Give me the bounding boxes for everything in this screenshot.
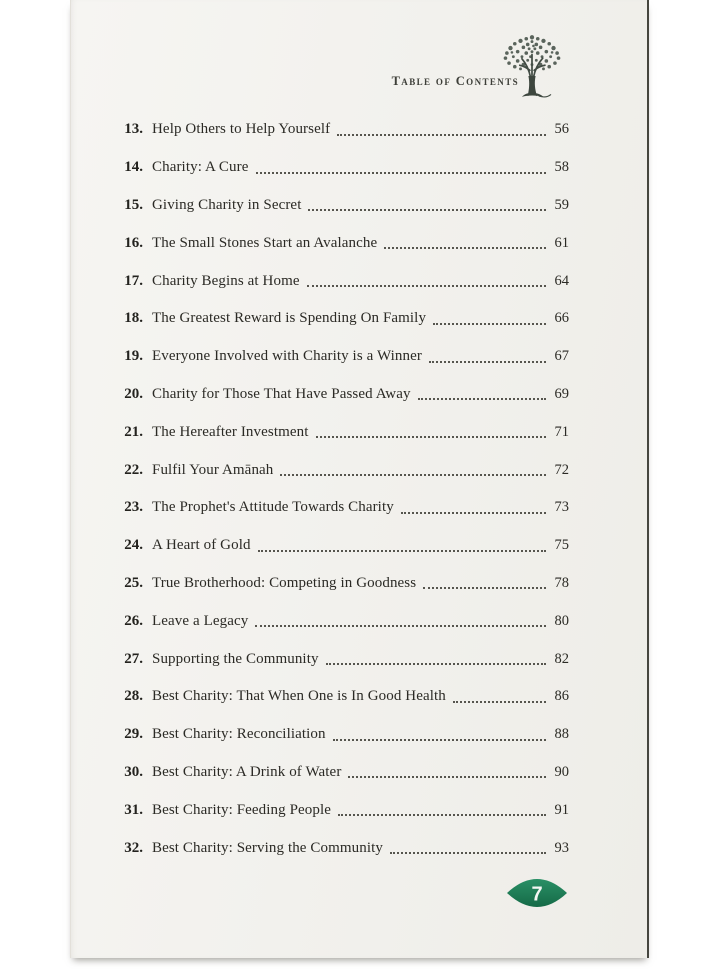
chapter-number: 31.	[124, 801, 143, 818]
toc-entry	[115, 376, 569, 414]
chapter-page-number: 61	[554, 234, 569, 251]
chapter-title: Supporting the Community	[152, 650, 319, 667]
chapter-number: 26.	[124, 612, 143, 629]
dotted-leader	[280, 474, 546, 476]
toc-entry	[115, 224, 569, 262]
chapter-number: 22.	[124, 461, 143, 478]
toc-entry	[115, 640, 569, 678]
toc-entry	[115, 300, 569, 338]
dotted-leader	[258, 550, 546, 552]
chapter-number: 29.	[124, 726, 143, 743]
toc-entry	[115, 602, 569, 640]
chapter-title: Best Charity: Feeding People	[152, 801, 332, 818]
chapter-title: Help Others to Help Yourself	[152, 121, 331, 138]
page-title: Table of Contents	[391, 74, 519, 88]
chapter-number: 21.	[124, 423, 143, 440]
dotted-leader	[429, 361, 546, 363]
chapter-title: Leave a Legacy	[152, 612, 249, 629]
chapter-page-number: 75	[554, 537, 569, 554]
chapter-number: 15.	[124, 196, 143, 213]
chapter-title: Charity for Those That Have Passed Away	[152, 385, 411, 402]
dotted-leader	[433, 323, 546, 325]
dotted-leader	[348, 776, 546, 778]
dotted-leader	[338, 814, 546, 816]
chapter-page-number: 69	[554, 385, 569, 402]
chapter-page-number: 56	[554, 121, 569, 138]
chapter-number: 13.	[124, 121, 143, 138]
dotted-leader	[307, 285, 546, 287]
chapter-page-number: 66	[554, 310, 569, 327]
chapter-page-number: 59	[554, 196, 569, 213]
toc-entry	[115, 262, 569, 300]
dotted-leader	[333, 739, 546, 741]
chapter-title: Everyone Involved with Charity is a Winner	[152, 348, 422, 365]
chapter-number: 19.	[124, 348, 143, 365]
chapter-title: The Hereafter Investment	[152, 423, 309, 440]
chapter-number: 23.	[124, 499, 143, 516]
chapter-page-number: 82	[554, 650, 569, 667]
toc-entry	[115, 413, 569, 451]
dotted-leader	[326, 663, 546, 665]
dotted-leader	[337, 134, 546, 136]
chapter-page-number: 72	[554, 461, 569, 478]
chapter-page-number: 58	[554, 159, 569, 176]
chapter-title: Best Charity: That When One is In Good Health	[152, 688, 446, 705]
toc-entry	[115, 451, 569, 489]
chapter-number: 17.	[124, 272, 143, 289]
toc-entry	[115, 678, 569, 716]
dotted-leader	[316, 436, 547, 438]
toc-entry	[115, 187, 569, 225]
chapter-page-number: 90	[554, 763, 569, 780]
dotted-leader	[256, 172, 547, 174]
chapter-page-number: 78	[554, 574, 569, 591]
chapter-title: True Brotherhood: Competing in Goodness	[152, 574, 417, 591]
chapter-title: The Prophet's Attitude Towards Charity	[152, 499, 394, 516]
chapter-title: Charity: A Cure	[152, 159, 249, 176]
chapter-page-number: 86	[554, 688, 569, 705]
chapter-number: 14.	[124, 159, 143, 176]
chapter-number: 24.	[124, 537, 143, 554]
toc-entry	[115, 527, 569, 565]
chapter-number: 16.	[124, 234, 143, 251]
dotted-leader	[255, 625, 546, 627]
chapter-title: Giving Charity in Secret	[152, 196, 302, 213]
chapter-page-number: 67	[554, 348, 569, 365]
dotted-leader	[418, 398, 546, 400]
chapter-page-number: 88	[554, 726, 569, 743]
book-page	[70, 0, 649, 958]
dotted-leader	[390, 852, 546, 854]
chapter-title: The Small Stones Start an Avalanche	[152, 234, 378, 251]
tree-icon	[495, 33, 569, 99]
dotted-leader	[453, 701, 546, 703]
toc-entry	[115, 565, 569, 603]
chapter-number: 18.	[124, 310, 143, 327]
dotted-leader	[423, 587, 546, 589]
toc-entry	[115, 149, 569, 187]
page-number-badge	[505, 872, 569, 914]
chapter-number: 20.	[124, 385, 143, 402]
chapter-page-number: 91	[554, 801, 569, 818]
chapter-title: Best Charity: A Drink of Water	[152, 763, 342, 780]
chapter-number: 32.	[124, 839, 143, 856]
chapter-number: 28.	[124, 688, 143, 705]
dotted-leader	[384, 247, 546, 249]
chapter-title: A Heart of Gold	[152, 537, 251, 554]
toc-entry	[115, 716, 569, 754]
chapter-title: Best Charity: Serving the Community	[152, 839, 383, 856]
toc-entry	[115, 754, 569, 792]
chapter-page-number: 64	[554, 272, 569, 289]
chapter-title: Fulfil Your Amānah	[152, 461, 274, 478]
footer-page-number: 7	[531, 883, 543, 906]
chapter-title: Charity Begins at Home	[152, 272, 300, 289]
toc-entry	[115, 829, 569, 867]
chapter-page-number: 80	[554, 612, 569, 629]
chapter-number: 27.	[124, 650, 143, 667]
toc-entry	[115, 489, 569, 527]
toc-list	[115, 111, 569, 867]
chapter-number: 30.	[124, 763, 143, 780]
chapter-title: Best Charity: Reconciliation	[152, 726, 326, 743]
chapter-page-number: 71	[554, 423, 569, 440]
chapter-number: 25.	[124, 574, 143, 591]
chapter-title: The Greatest Reward is Spending On Family	[152, 310, 427, 327]
dotted-leader	[308, 209, 546, 211]
toc-entry	[115, 111, 569, 149]
dotted-leader	[401, 512, 546, 514]
toc-entry	[115, 791, 569, 829]
chapter-page-number: 73	[554, 499, 569, 516]
chapter-page-number: 93	[554, 839, 569, 856]
toc-entry	[115, 338, 569, 376]
